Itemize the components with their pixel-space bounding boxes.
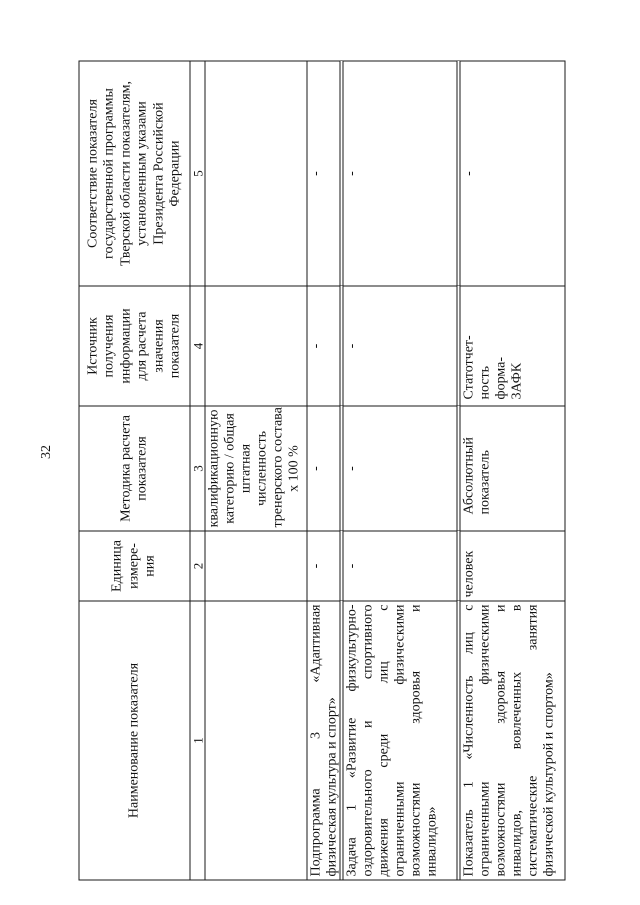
page-number: 32 [39,445,54,459]
subprogram-compliance-cell: - [307,60,343,285]
cell-text-line: для расчета [134,311,149,380]
cell-text-line: Федерации [167,139,182,207]
cell-text-line: возможностями здоровья и [408,604,423,876]
cell-text-line: ограниченными физическими [477,604,492,876]
task-compliance-cell: - [343,60,460,285]
cell-text-line: Источник [84,316,100,375]
indicator-source-cell [460,285,565,405]
cell-text-line: значения [150,318,166,373]
continuation-name-cell [205,600,307,879]
cell-text-line: Подпрограмма 3 «Адаптивная [308,604,323,876]
cell-text-line: систематические занятия [525,604,540,876]
cell-text-line: оздоровительного и спортивного [360,604,375,876]
cell-text-line: Соответствие показателя [84,98,100,248]
subprogram-method-cell: - [307,405,343,530]
header-unit-cell [79,530,190,600]
continuation-compliance-cell [205,60,307,285]
cell-text-line: Тверской области показателям, [117,80,133,266]
cell-text-line: Задача 1 «Развитие физкультурно- [344,604,359,876]
header-compliance-cell [79,60,190,285]
column-number-cell: 4 [190,285,205,405]
header-source-cell [79,285,190,405]
task-method-cell: - [343,405,460,530]
cell-text-line: показателя [134,435,149,501]
cell-text-line: движения среди лиц с [376,604,391,876]
subprogram-name-cell [307,600,343,879]
continuation-method-cell [205,405,307,530]
cell-text-line: численность [254,430,269,506]
cell-text-line: получения [101,314,116,377]
subprogram-source-cell: - [307,285,343,405]
indicators-table [78,60,565,880]
indicator-method-cell [460,405,565,530]
column-number-cell: 5 [190,60,205,285]
header-method-cell [79,405,190,530]
cell-text-line: Показатель 1 «Численность лиц с [461,604,476,876]
cell-text-line: ограниченными физическими [392,604,407,876]
column-number-cell: 1 [190,600,205,879]
header-name-cell [79,600,190,879]
cell-text-line: Статотчет- [461,334,476,399]
indicator-compliance-cell: - [460,60,565,285]
cell-text-line: установленным указами [134,100,149,246]
cell-text-line: инвалидов» [424,806,439,876]
cell-text-line: физическая культура и спорт» [324,696,339,876]
cell-text-line: х 100 % [286,444,301,492]
task-source-cell: - [343,285,460,405]
column-number-cell: 2 [190,530,205,600]
cell-text-line: квалификационную [206,409,221,527]
cell-text-line: инвалидов, вовлеченных в [509,604,524,876]
cell-text-line: 3АФК [509,362,524,399]
cell-text-line: штатная [238,443,253,493]
cell-text-line: форма- [493,356,508,399]
cell-text-line: измере- [125,542,141,589]
cell-text-line: государственной программы [101,87,116,259]
indicator-name-cell [460,600,565,879]
cell-text-line: ния [142,554,158,577]
column-number-cell: 3 [190,405,205,530]
cell-text-line: показатель [477,449,492,514]
continuation-unit-cell [205,530,307,600]
subprogram-unit-cell: - [307,530,343,600]
task-name-cell [343,600,460,879]
cell-text-line: Абсолютный [461,436,476,514]
cell-text-line: ность [477,365,492,399]
continuation-source-cell [205,285,307,405]
cell-text-line: Наименование показателя [125,662,141,818]
cell-text-line: Методика расчета [117,414,133,522]
cell-text-line: возможностями здоровья и [493,604,508,876]
cell-text-line: информации [117,307,133,384]
cell-text-line: тренерского состава [270,406,285,527]
cell-text-line: Президента Российской [150,101,166,245]
cell-text-line: физической культурой и спортом» [541,671,556,876]
cell-text-line: Единица [109,539,125,592]
cell-text-line: категорию / общая [222,412,237,524]
task-unit-cell: - [343,530,460,600]
cell-text-line: показателя [167,313,182,378]
indicator-unit-cell: человек [460,530,565,600]
